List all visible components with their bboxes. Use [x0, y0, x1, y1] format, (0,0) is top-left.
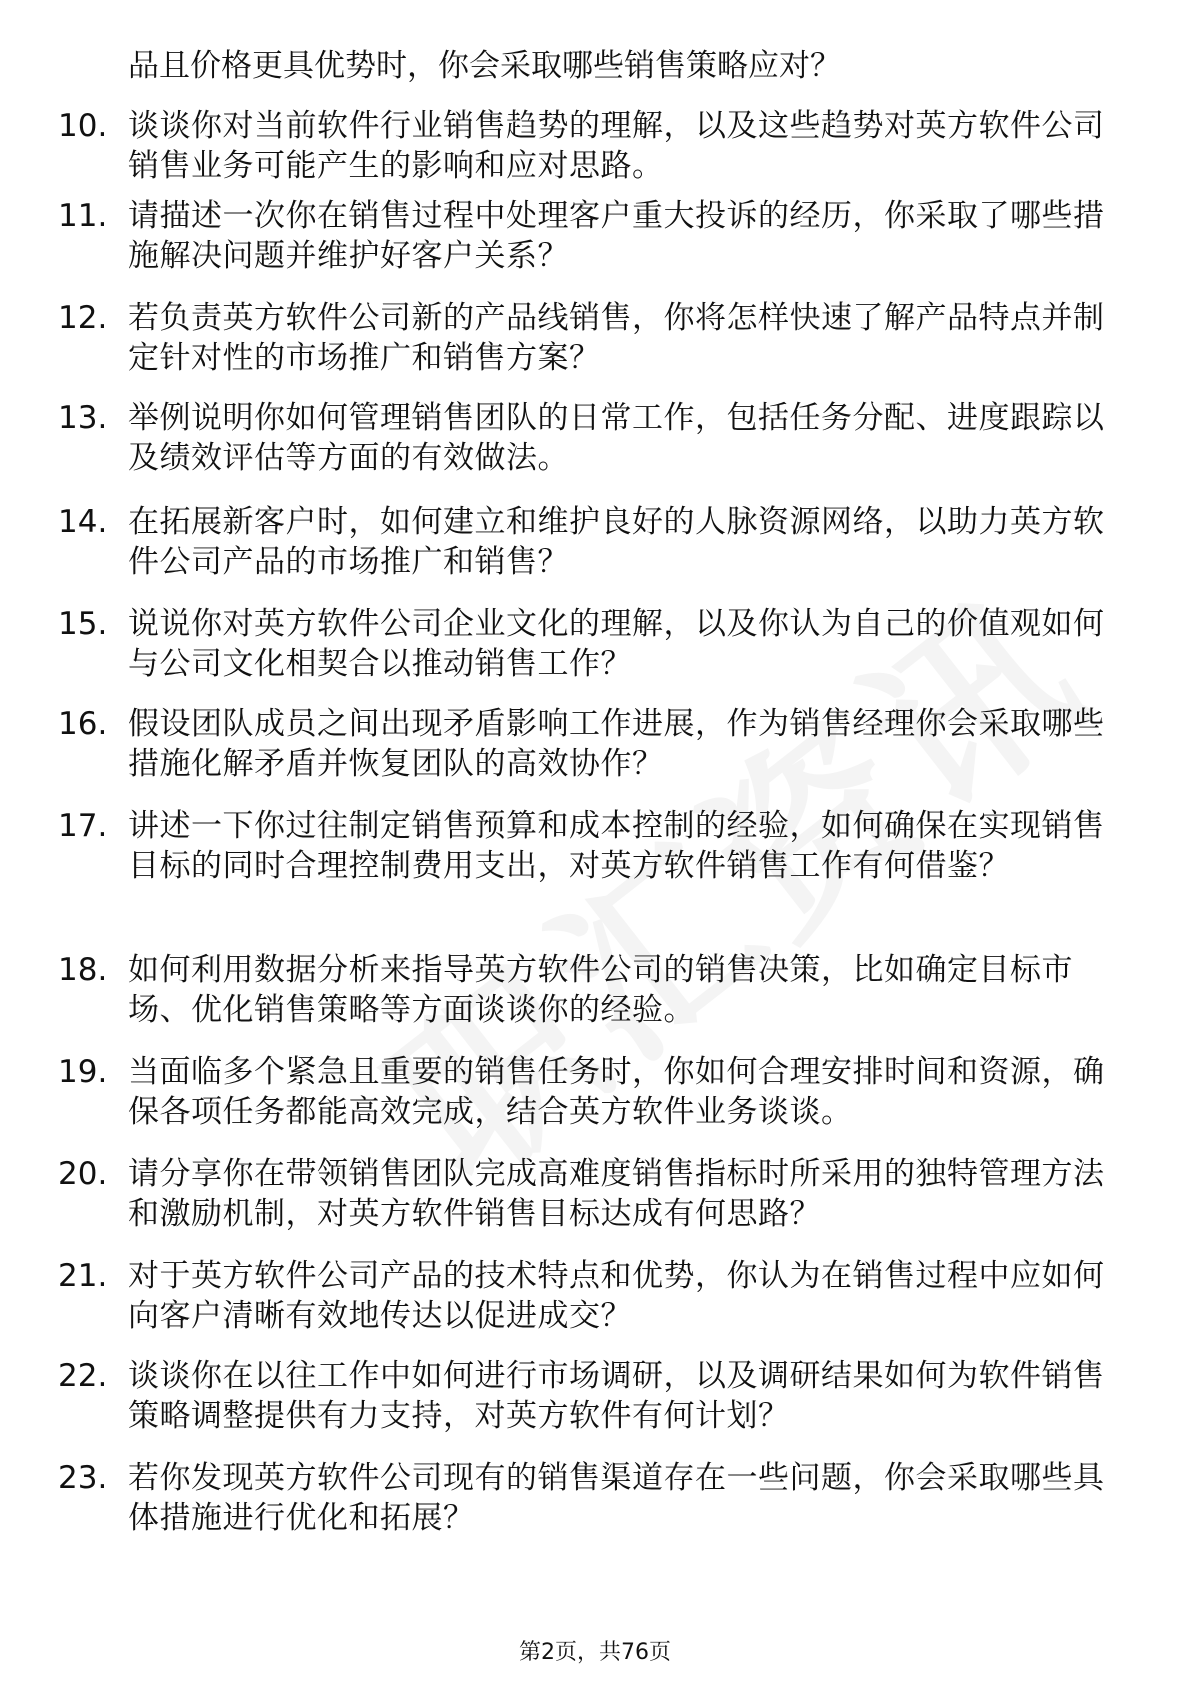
- continued-question-text: 品且价格更具优势时，你会采取哪些销售策略应对？: [128, 48, 841, 84]
- question-text: 谈谈你在以往工作中如何进行市场调研，以及调研结果如何为软件销售策略调整提供有力支持，对英方软件有何计划？: [128, 1358, 1105, 1434]
- question-number: 14.: [58, 504, 108, 540]
- question-text: 假设团队成员之间出现矛盾影响工作进展，作为销售经理你会采取哪些措施化解矛盾并恢复团队的高效协作？: [128, 706, 1105, 782]
- question-text: 如何利用数据分析来指导英方软件公司的销售决策，比如确定目标市场、优化销售策略等方面谈谈你的经验。: [128, 952, 1073, 1028]
- question-number: 17.: [58, 808, 108, 844]
- question-number: 18.: [58, 952, 108, 988]
- question-text: 当面临多个紧急且重要的销售任务时，你如何合理安排时间和资源，确保各项任务都能高效完成，结合英方软件业务谈谈。: [128, 1054, 1105, 1130]
- question-number: 20.: [58, 1156, 108, 1192]
- question-text: 举例说明你如何管理销售团队的日常工作，包括任务分配、进度跟踪以及绩效评估等方面的有效做法。: [128, 400, 1105, 476]
- question-text: 若负责英方软件公司新的产品线销售，你将怎样快速了解产品特点并制定针对性的市场推广和销售方案？: [128, 300, 1105, 376]
- question-text: 对于英方软件公司产品的技术特点和优势，你认为在销售过程中应如何向客户清晰有效地传达以促进成交？: [128, 1258, 1105, 1334]
- question-text: 在拓展新客户时，如何建立和维护良好的人脉资源网络，以助力英方软件公司产品的市场推广和销售？: [128, 504, 1105, 580]
- question-number: 10.: [58, 108, 108, 144]
- question-number: 16.: [58, 706, 108, 742]
- question-number: 23.: [58, 1460, 108, 1496]
- question-text: 说说你对英方软件公司企业文化的理解，以及你认为自己的价值观如何与公司文化相契合以推动销售工作？: [128, 606, 1105, 682]
- question-text: 讲述一下你过往制定销售预算和成本控制的经验，如何确保在实现销售目标的同时合理控制费用支出，对英方软件销售工作有何借鉴？: [128, 808, 1105, 884]
- page-footer: 第2页，共76页: [519, 1640, 671, 1665]
- question-text: 谈谈你对当前软件行业销售趋势的理解，以及这些趋势对英方软件公司销售业务可能产生的影响和应对思路。: [128, 108, 1105, 184]
- question-number: 19.: [58, 1054, 108, 1090]
- question-number: 12.: [58, 300, 108, 336]
- question-number: 22.: [58, 1358, 108, 1394]
- question-number: 15.: [58, 606, 108, 642]
- question-number: 21.: [58, 1258, 108, 1294]
- question-text: 请描述一次你在销售过程中处理客户重大投诉的经历，你采取了哪些措施解决问题并维护好客户关系？: [128, 198, 1105, 274]
- question-text: 若你发现英方软件公司现有的销售渠道存在一些问题，你会采取哪些具体措施进行优化和拓展？: [128, 1460, 1105, 1536]
- question-number: 13.: [58, 400, 108, 436]
- question-text: 请分享你在带领销售团队完成高难度销售指标时所采用的独特管理方法和激励机制，对英方软件销售目标达成有何思路？: [128, 1156, 1105, 1232]
- question-number: 11.: [58, 198, 108, 234]
